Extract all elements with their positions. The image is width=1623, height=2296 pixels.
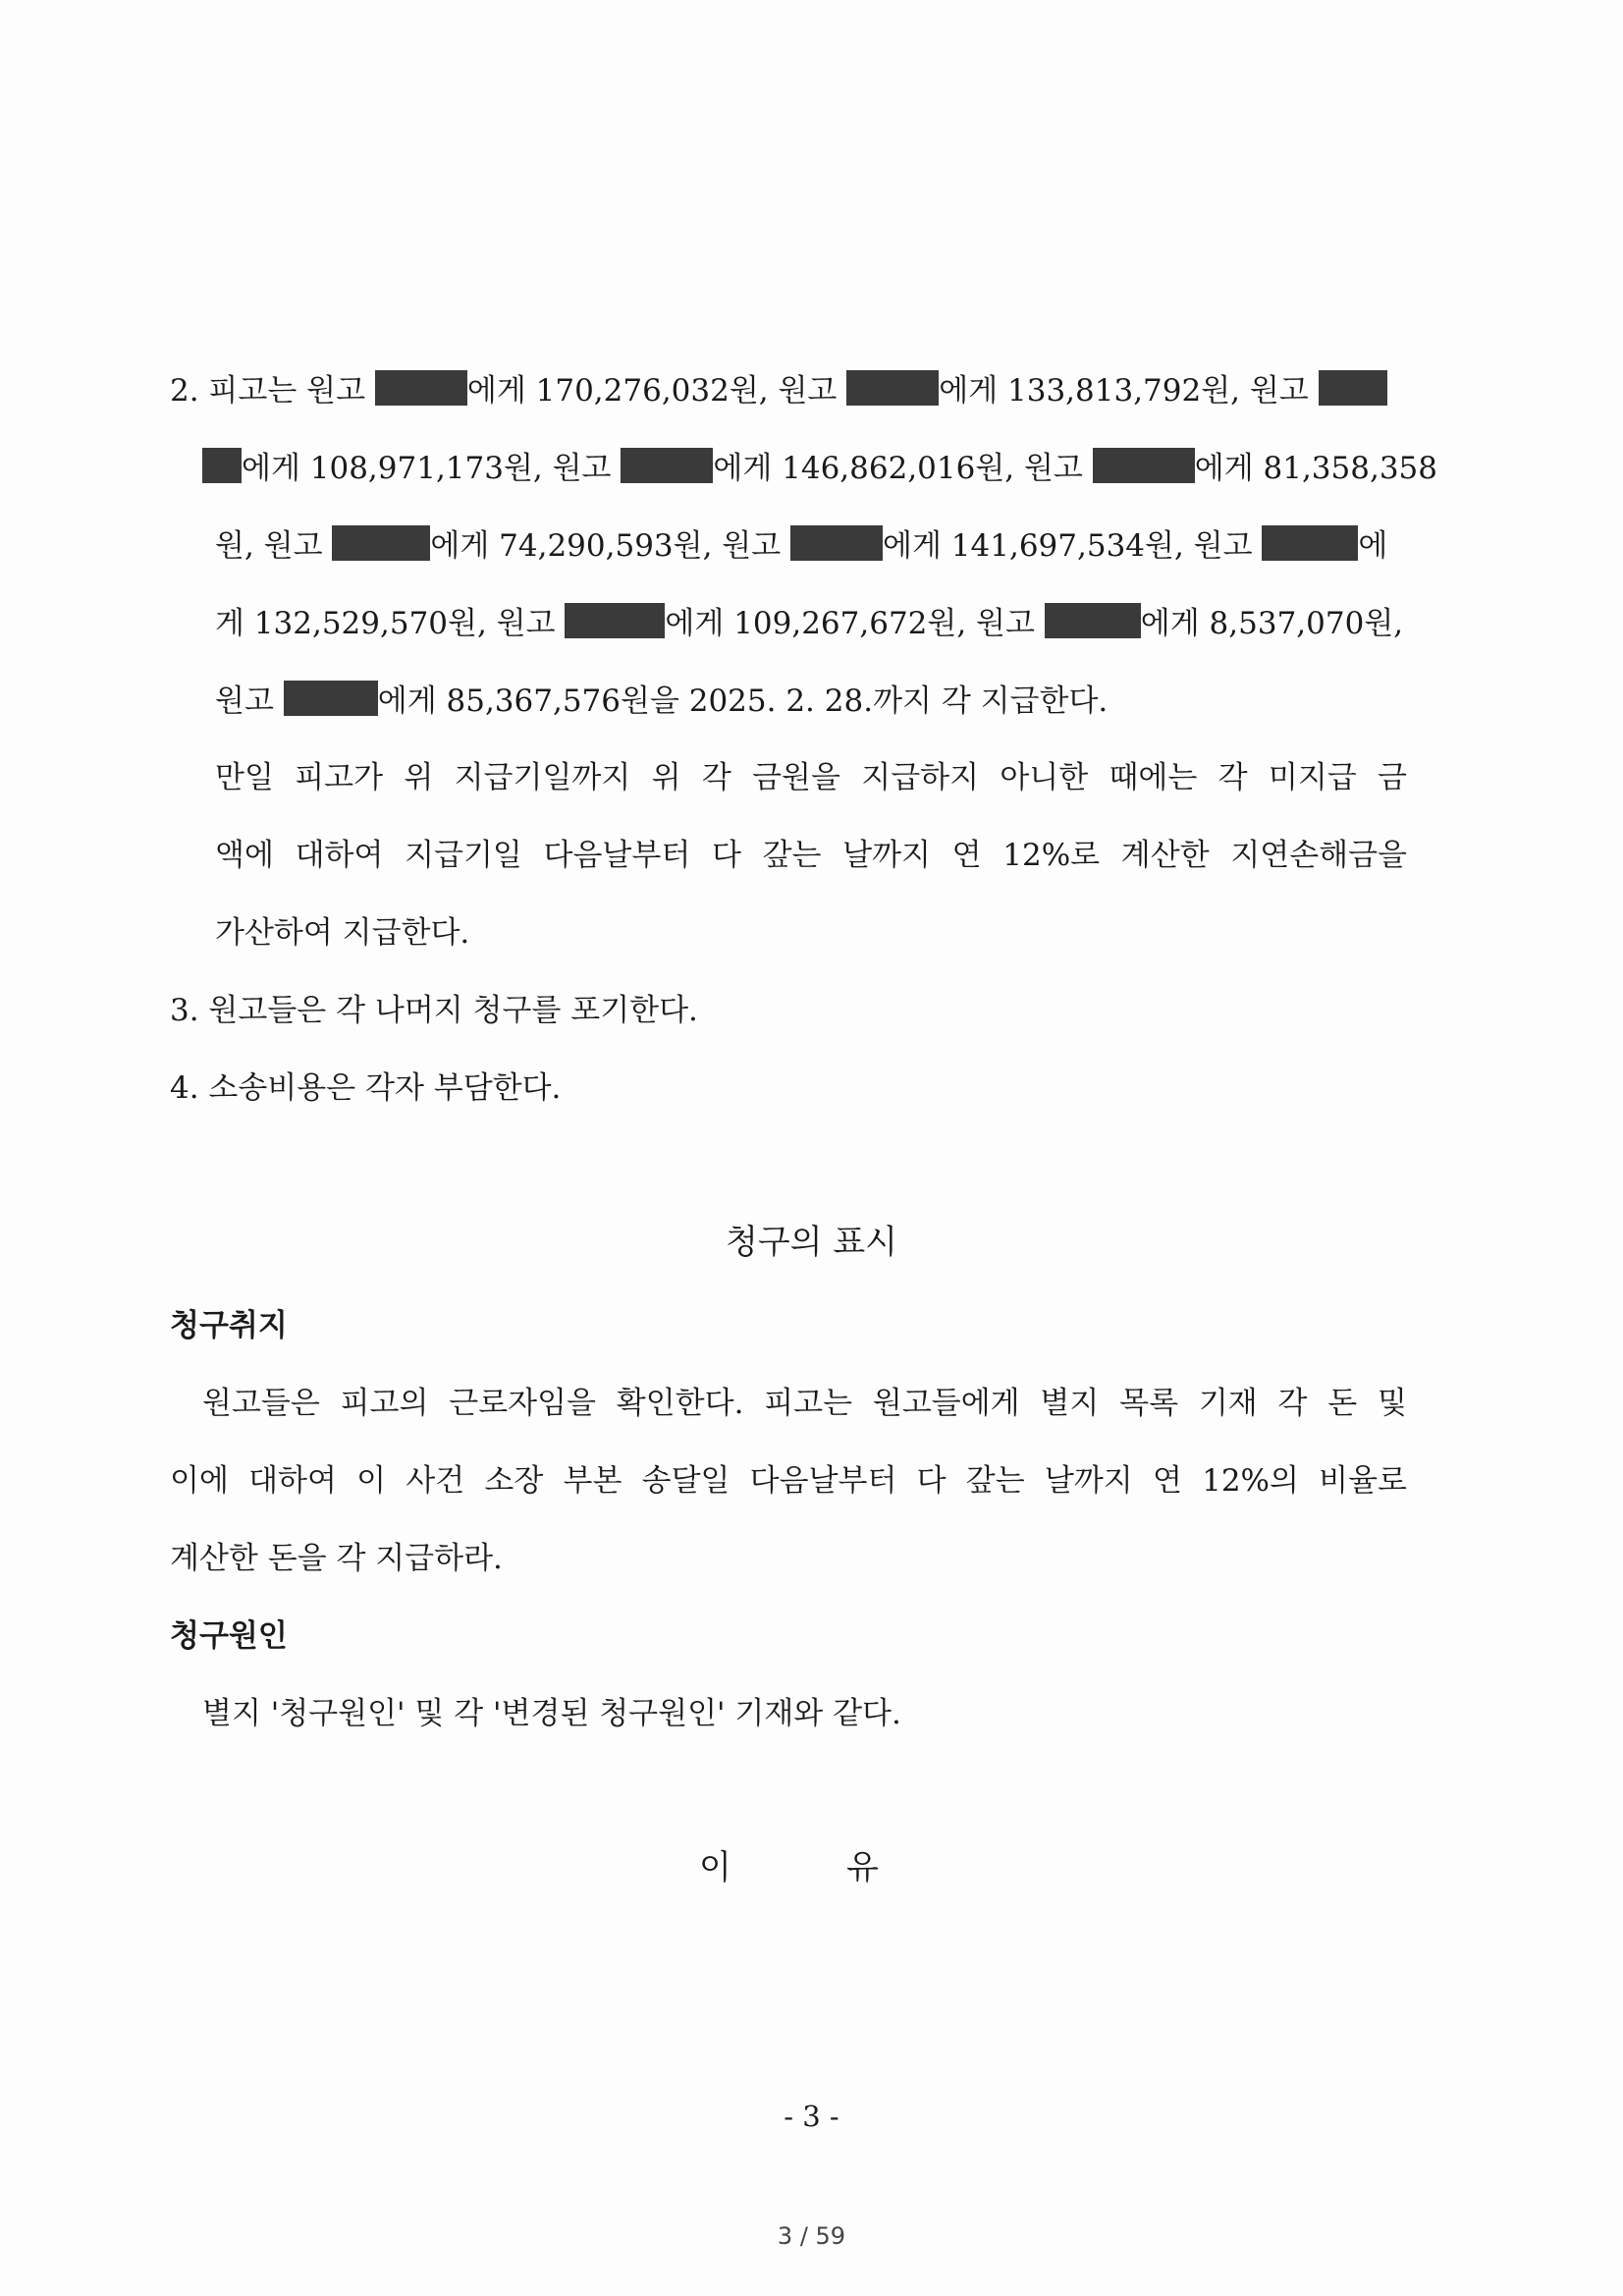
- redacted-name: [790, 525, 883, 561]
- claim-purpose-line-1: 원고들은 피고의 근로자임을 확인한다. 피고는 원고들에게 별지 목록 기재 각 돈 및: [202, 1386, 1407, 1421]
- text-segment: 게 132,529,570원, 원고: [215, 606, 566, 641]
- text-segment: 에게 81,358,358: [1194, 451, 1437, 486]
- redacted-name: [375, 370, 467, 406]
- delay-interest-line-1: 만일 피고가 위 지급기일까지 위 각 금원을 지급하지 아니한 때에는 각 미지급 금: [215, 760, 1407, 795]
- text-segment: 에게 74,290,593원, 원고: [430, 528, 791, 564]
- redacted-name: [1319, 370, 1387, 406]
- delay-interest-line-3: 가산하여 지급한다.: [215, 915, 470, 951]
- redacted-name: [1093, 448, 1195, 483]
- redacted-name: [621, 448, 713, 483]
- text-segment: 에게 109,267,672원, 원고: [665, 606, 1045, 641]
- redacted-name: [202, 448, 242, 483]
- redacted-name: [1045, 603, 1141, 638]
- claim-purpose-line-3: 계산한 돈을 각 지급하라.: [170, 1541, 503, 1576]
- text-segment: 에게 8,537,070원,: [1140, 606, 1404, 641]
- redacted-name: [846, 370, 939, 406]
- text-segment: 에게 146,862,016원, 원고: [713, 451, 1093, 486]
- redacted-name: [332, 525, 430, 561]
- order-item-2-line-4: [215, 603, 1403, 643]
- order-item-2-line-5: [215, 681, 1108, 721]
- order-item-4: 4. 소송비용은 각자 부담한다.: [170, 1070, 562, 1106]
- text-segment: 에게 133,813,792원, 원고: [939, 373, 1319, 409]
- text-segment: 2. 피고는 원고: [170, 373, 375, 409]
- text-segment: 에게 85,367,576원을 2025. 2. 28.까지 각 지급한다.: [377, 683, 1109, 719]
- reason-title-left: 이: [699, 1848, 731, 1887]
- order-item-2-line-1: [170, 370, 1387, 410]
- redacted-name: [565, 603, 665, 638]
- text-segment: 에게 170,276,032원, 원고: [466, 373, 847, 409]
- claim-cause-text: 별지 '청구원인' 및 각 '변경된 청구원인' 기재와 같다.: [202, 1696, 901, 1731]
- text-segment: 에게 141,697,534원, 원고: [883, 528, 1263, 564]
- page-marker: - 3 -: [784, 2100, 839, 2133]
- text-segment: 원고: [215, 683, 284, 719]
- claim-cause-heading: 청구원인: [170, 1618, 288, 1654]
- order-item-2-line-2: [202, 448, 1437, 488]
- redacted-name: [1262, 525, 1358, 561]
- text-segment: 에게 108,971,173원, 원고: [242, 451, 622, 486]
- order-item-2-line-3: [215, 525, 1387, 566]
- claim-purpose-heading: 청구취지: [170, 1308, 288, 1343]
- text-segment: 원, 원고: [215, 528, 333, 564]
- redacted-name: [284, 681, 378, 716]
- page-counter: 3 / 59: [777, 2222, 846, 2250]
- text-segment: 에: [1358, 528, 1388, 564]
- delay-interest-line-2: 액에 대하여 지급기일 다음날부터 다 갚는 날까지 연 12%로 계산한 지연손해금을: [215, 838, 1407, 873]
- claim-purpose-line-2: 이에 대하여 이 사건 소장 부본 송달일 다음날부터 다 갚는 날까지 연 12%의 비율로: [170, 1463, 1407, 1499]
- claim-section-title: 청구의 표시: [725, 1223, 898, 1262]
- order-item-3: 3. 원고들은 각 나머지 청구를 포기한다.: [170, 993, 698, 1028]
- reason-title-right: 유: [846, 1848, 879, 1887]
